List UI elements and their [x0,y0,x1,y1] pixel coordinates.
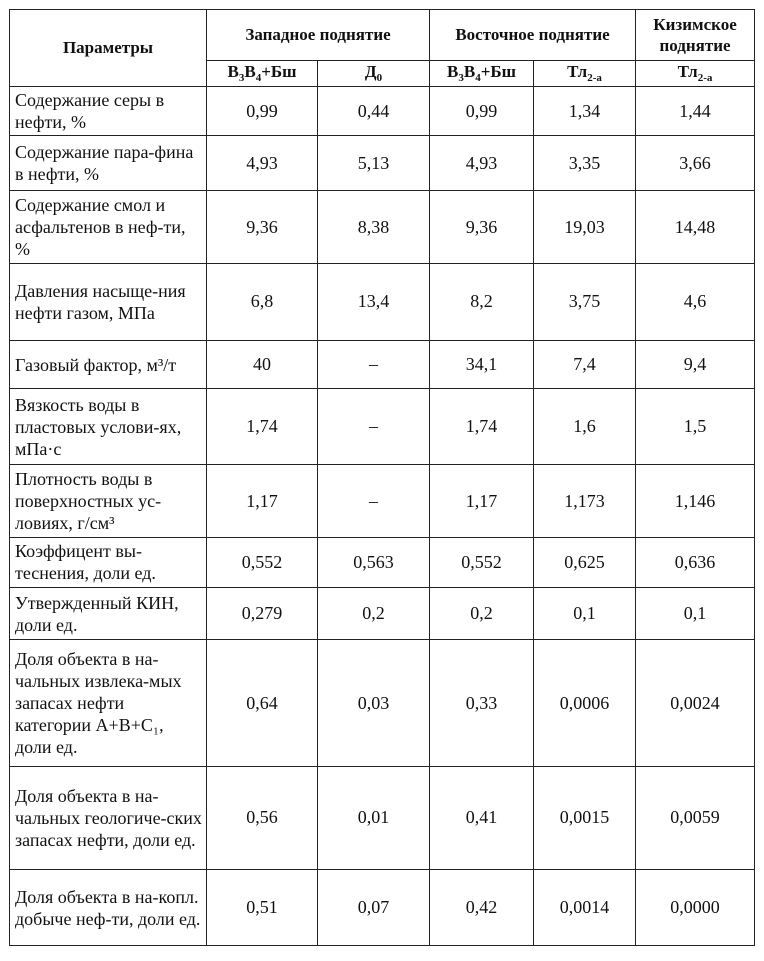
value-cell: 5,13 [318,136,430,191]
value-cell: 8,2 [430,263,534,340]
value-cell: 1,146 [636,465,755,538]
value-cell: 1,74 [207,389,318,465]
value-cell: – [318,389,430,465]
parameter-label: Давления насыще-ния нефти газом, МПа [10,263,207,340]
value-cell: 0,0015 [534,766,636,869]
value-cell: 3,75 [534,263,636,340]
value-cell: 0,0000 [636,870,755,946]
value-cell: 4,93 [430,136,534,191]
value-cell: 1,5 [636,389,755,465]
value-cell: 0,01 [318,766,430,869]
value-cell: 1,74 [430,389,534,465]
formation-header: $Тл_{2-а}$ [534,60,636,86]
west-uplift-header: Западное поднятие [207,10,430,61]
value-cell: 4,93 [207,136,318,191]
value-cell: 0,0014 [534,870,636,946]
formation-header: $Тл_{2-а}$ [636,60,755,86]
value-cell: 0,0059 [636,766,755,869]
value-cell: 0,2 [318,587,430,640]
table-row [10,766,755,869]
parameter-label: Доля объекта в на-копл. добыче неф-ти, доли ед. [10,870,207,946]
parameter-label: Коэффицент вы-теснения, доли ед. [10,538,207,588]
parameter-label: Доля объекта в на-чальных извлека-мых запасах нефти категории А+В+С₁, доли ед. [10,640,207,766]
formation-header: $В_3В_4+Бш$ [207,60,318,86]
east-uplift-header: Восточное поднятие [430,10,636,61]
value-cell: 8,38 [318,191,430,264]
params-header: Параметры [10,10,207,87]
kizim-uplift-header: Кизимское поднятие [636,10,755,61]
value-cell: 1,17 [207,465,318,538]
value-cell: 40 [207,340,318,389]
value-cell: 1,34 [534,86,636,136]
value-cell: 0,41 [430,766,534,869]
value-cell: 7,4 [534,340,636,389]
value-cell: 0,636 [636,538,755,588]
value-cell: 0,33 [430,640,534,766]
value-cell: – [318,465,430,538]
parameter-label: Утвержденный КИН, доли ед. [10,587,207,640]
value-cell: 1,17 [430,465,534,538]
parameter-label: Плотность воды в поверхностных ус-ловиях, г/см³ [10,465,207,538]
table-row [10,263,755,340]
value-cell: 0,563 [318,538,430,588]
table-row [10,538,755,588]
value-cell: 0,625 [534,538,636,588]
value-cell: 0,1 [636,587,755,640]
value-cell: 0,56 [207,766,318,869]
value-cell: 0,552 [207,538,318,588]
table-row [10,389,755,465]
value-cell: 0,1 [534,587,636,640]
value-cell: 13,4 [318,263,430,340]
table-row [10,191,755,264]
oil-parameters-table [9,9,755,946]
value-cell: 19,03 [534,191,636,264]
value-cell: 0,279 [207,587,318,640]
value-cell: 6,8 [207,263,318,340]
header-row-1 [10,10,755,61]
value-cell: 1,44 [636,86,755,136]
value-cell: 0,2 [430,587,534,640]
value-cell: 3,35 [534,136,636,191]
value-cell: 0,07 [318,870,430,946]
parameter-label: Содержание пара-фина в нефти, % [10,136,207,191]
value-cell: 34,1 [430,340,534,389]
value-cell: 4,6 [636,263,755,340]
value-cell: 0,42 [430,870,534,946]
value-cell: 0,552 [430,538,534,588]
parameter-label: Газовый фактор, м³/т [10,340,207,389]
value-cell: 0,99 [207,86,318,136]
parameter-label: Содержание смол и асфальтенов в неф-ти, % [10,191,207,264]
table-row [10,587,755,640]
formation-header: $Д_0$ [318,60,430,86]
value-cell: 0,99 [430,86,534,136]
value-cell: 0,0006 [534,640,636,766]
table-row [10,640,755,766]
value-cell: 3,66 [636,136,755,191]
table-row [10,870,755,946]
table-body [10,86,755,945]
value-cell: 1,173 [534,465,636,538]
parameter-label: Доля объекта в на-чальных геологиче-ских запасах нефти, доли ед. [10,766,207,869]
table-row [10,340,755,389]
value-cell: 0,64 [207,640,318,766]
table-row [10,86,755,136]
value-cell: 14,48 [636,191,755,264]
value-cell: 9,4 [636,340,755,389]
value-cell: 0,44 [318,86,430,136]
value-cell: 0,51 [207,870,318,946]
value-cell: 9,36 [430,191,534,264]
table-row [10,136,755,191]
value-cell: 0,0024 [636,640,755,766]
formation-header: $В_3В_4+Бш$ [430,60,534,86]
table-row [10,465,755,538]
parameter-label: Вязкость воды в пластовых услови-ях, мПа·с [10,389,207,465]
value-cell: 0,03 [318,640,430,766]
parameter-label: Содержание серы в нефти, % [10,86,207,136]
value-cell: 9,36 [207,191,318,264]
value-cell: – [318,340,430,389]
value-cell: 1,6 [534,389,636,465]
